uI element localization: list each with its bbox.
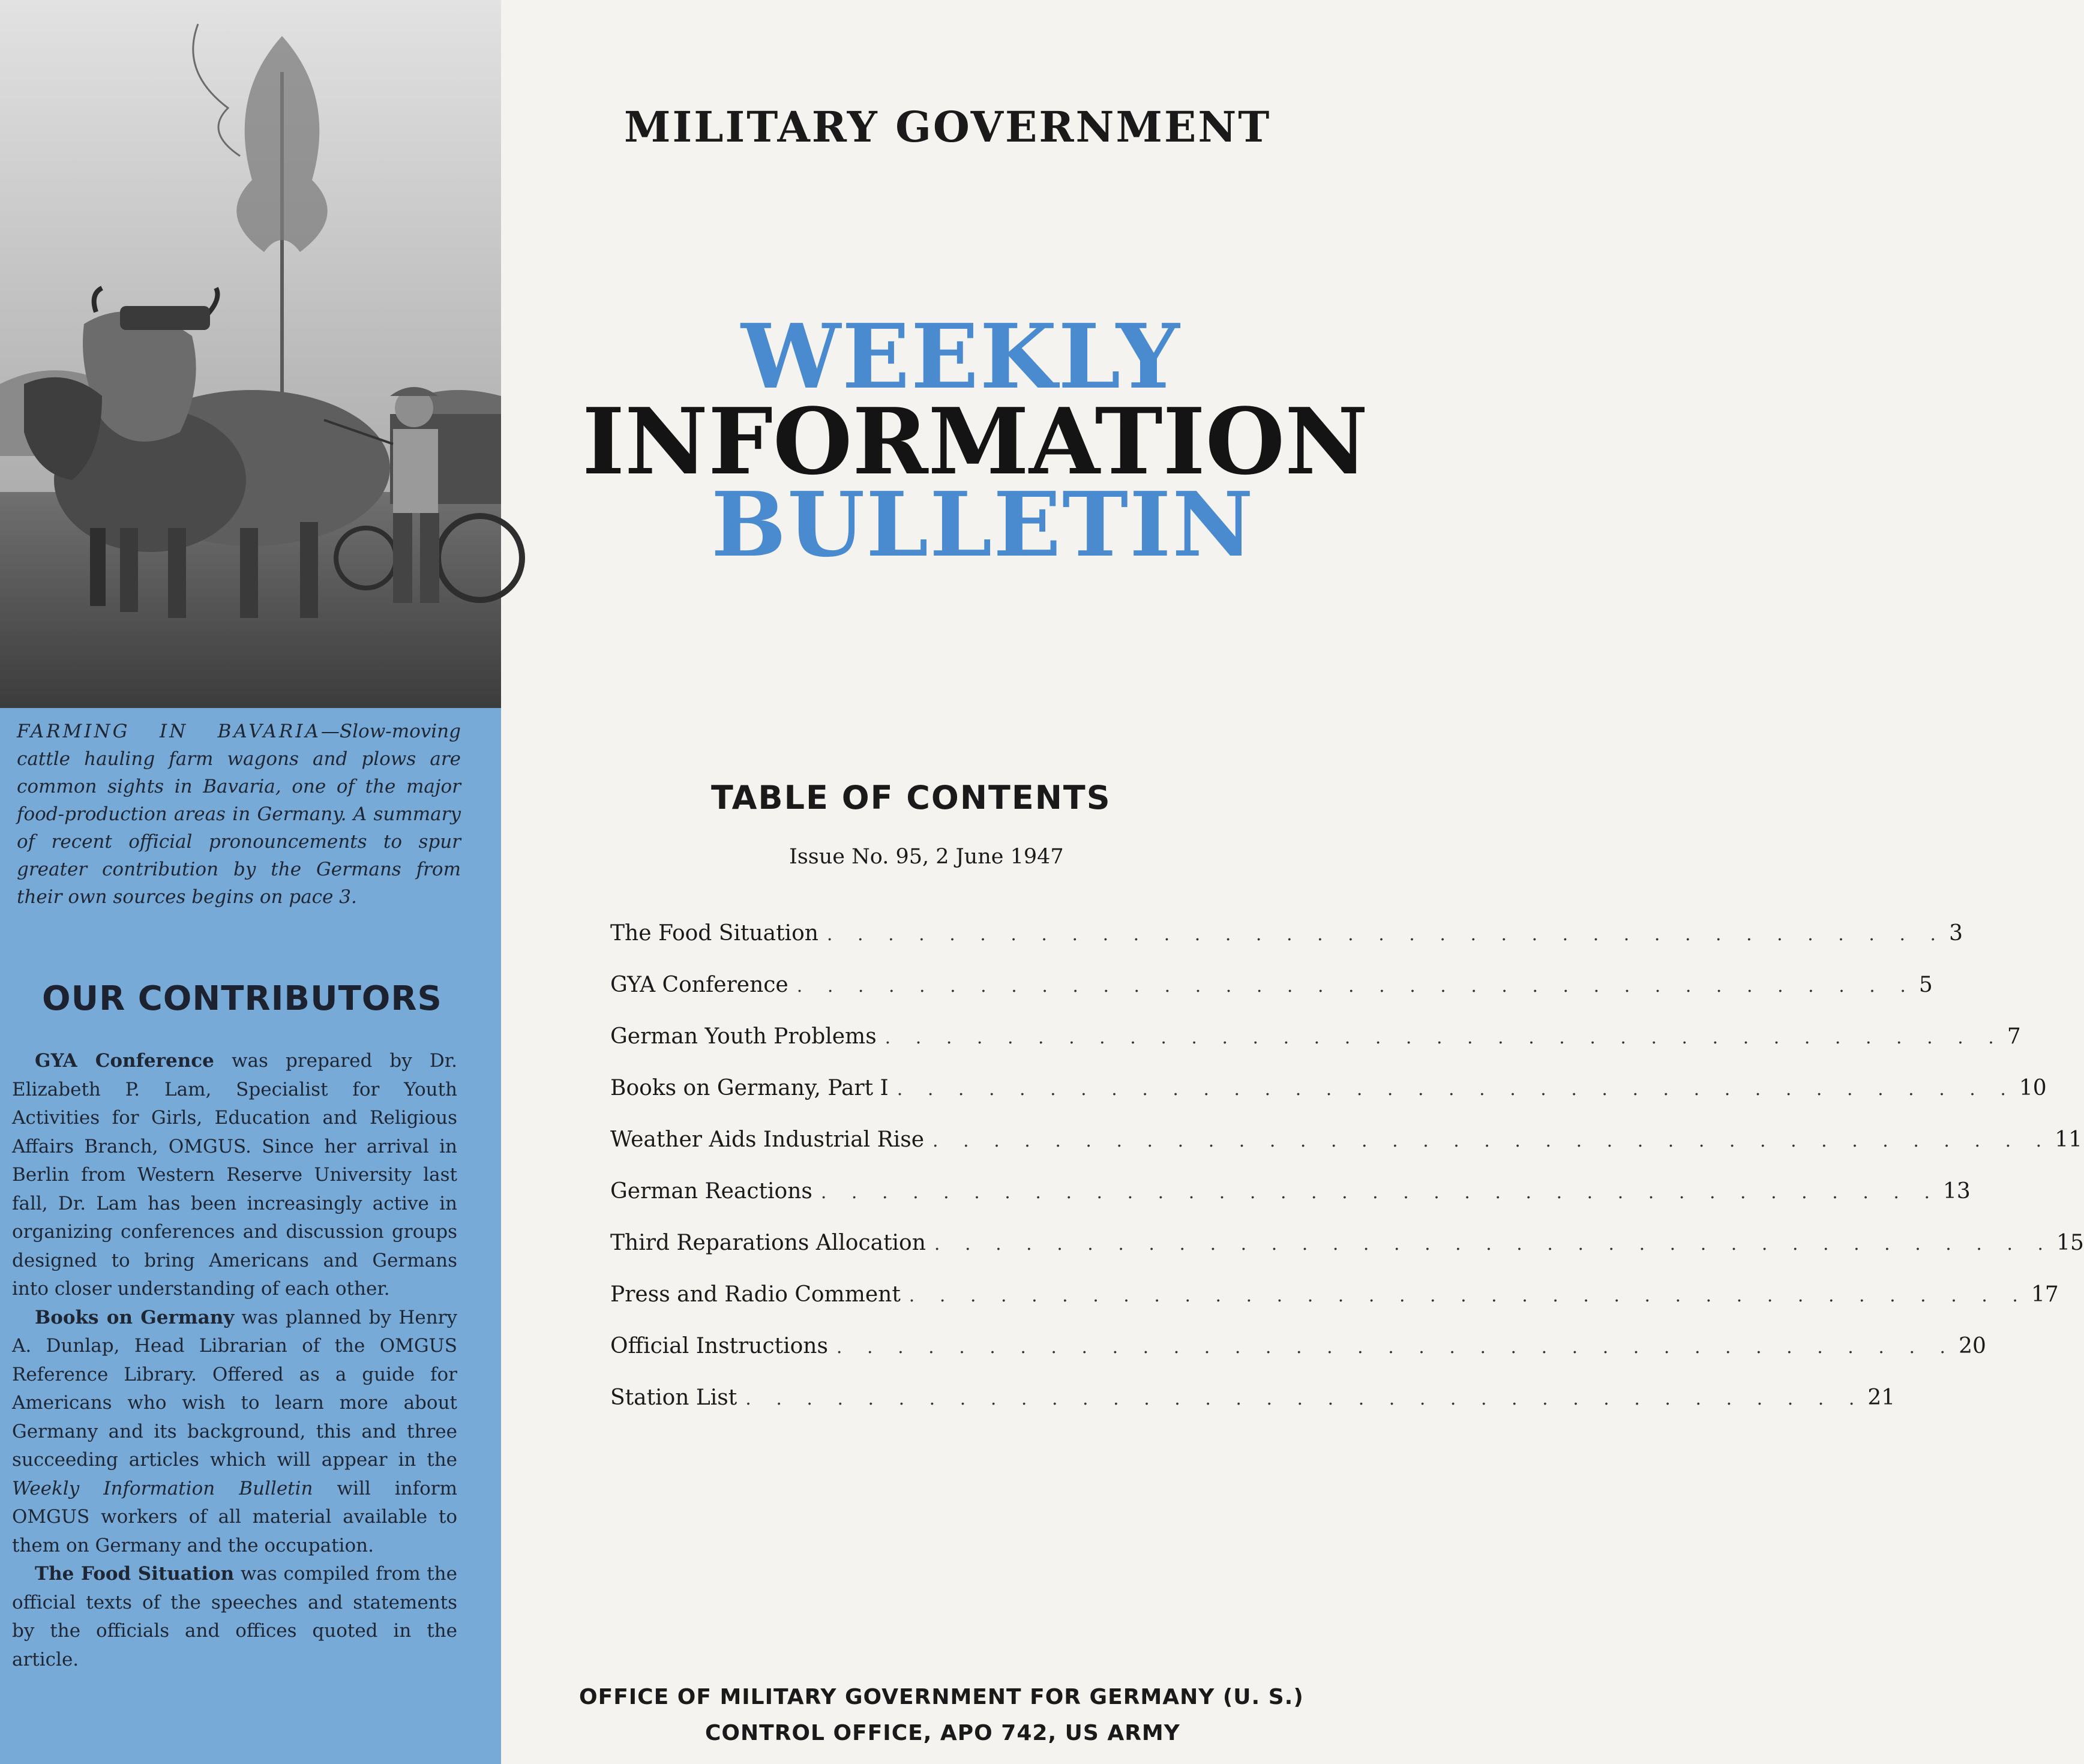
contributor-paragraph bbox=[12, 1560, 457, 1674]
contributor-text: was planned by Henry A. Dunlap, Head Librarian of the OMGUS Reference Library. Offered as a guide for Americans who wish to learn more about Germany and its background, this and three succeeding articles which will appear in the bbox=[12, 1306, 457, 1471]
toc-leader-dots: . . . . . . . . . . . . . . . . . . . . . . . . . . . . . . . . . . . . . bbox=[884, 1027, 2004, 1048]
toc-entry-title: German Youth Problems bbox=[610, 1024, 877, 1049]
toc-entry-page: 5 bbox=[1918, 973, 1933, 997]
right-column bbox=[501, 0, 2084, 1764]
toc-entry-title: The Food Situation bbox=[610, 921, 818, 946]
title-bulletin: BULLETIN bbox=[711, 472, 1255, 577]
contributors-heading: OUR CONTRIBUTORS bbox=[42, 979, 442, 1018]
toc-entry bbox=[610, 1179, 1971, 1231]
toc-entry-title: German Reactions bbox=[610, 1179, 812, 1204]
toc-heading: TABLE OF CONTENTS bbox=[711, 779, 1111, 817]
toc-entry-title: Weather Aids Industrial Rise bbox=[610, 1127, 925, 1152]
toc-entry-title: Station List bbox=[610, 1385, 737, 1410]
title-information: INFORMATION bbox=[582, 388, 1369, 495]
toc-entry-page: 10 bbox=[2019, 1076, 2047, 1100]
toc-leader-dots: . . . . . . . . . . . . . . . . . . . . . . . . . . . . . . . . . . . . . bbox=[896, 1079, 2016, 1100]
toc-entry-page: 21 bbox=[1867, 1385, 1896, 1410]
publication-title: Weekly Information Bulletin bbox=[12, 1477, 313, 1499]
left-column bbox=[0, 0, 501, 1764]
toc-entry-title: Third Reparations Allocation bbox=[610, 1231, 926, 1255]
toc-entry bbox=[610, 1024, 2021, 1076]
issue-line: Issue No. 95, 2 June 1947 bbox=[789, 845, 1064, 869]
toc-entry bbox=[610, 1076, 2047, 1127]
toc-entry-page: 20 bbox=[1959, 1334, 1986, 1358]
toc-entry-title: Press and Radio Comment bbox=[610, 1282, 901, 1307]
toc-leader-dots: . . . . . . . . . . . . . . . . . . . . . . . . . . . . . . . . . . . . . bbox=[836, 1337, 1956, 1358]
toc-leader-dots: . . . . . . . . . . . . . . . . . . . . . . . . . . . . . . . . . . . . . bbox=[826, 924, 1946, 945]
toc-leader-dots: . . . . . . . . . . . . . . . . . . . . . . . . . . . . . . . . . . . . . bbox=[908, 1285, 2028, 1306]
toc-leader-dots: . . . . . . . . . . . . . . . . . . . . . . . . . . . . . . . . . . . . . bbox=[796, 976, 1915, 997]
caption-text: —Slow-moving cattle hauling farm wagons and plows are common sights in Bavaria, one of the major food-production areas in Germany. A summary of recent official pronouncements to spur greater contribution by the Germans from their own sources begins on pace 3. bbox=[17, 721, 461, 908]
cover-photo bbox=[0, 0, 501, 708]
contributor-paragraph bbox=[12, 1304, 457, 1561]
photo-caption bbox=[17, 718, 461, 911]
caption-lead: FARMING IN BAVARIA bbox=[17, 721, 321, 742]
toc-entry bbox=[610, 921, 1963, 973]
contributor-lead: GYA Conference bbox=[35, 1050, 214, 1072]
toc-entry-title: GYA Conference bbox=[610, 973, 788, 997]
toc-entry-title: Books on Germany, Part I bbox=[610, 1076, 889, 1100]
toc-entry-page: 13 bbox=[1943, 1179, 1971, 1204]
toc-entry-page: 3 bbox=[1949, 921, 1963, 946]
contributors-body bbox=[12, 1047, 457, 1674]
toc-entry-page: 11 bbox=[2055, 1127, 2082, 1152]
farming-photo-illustration bbox=[0, 0, 501, 708]
toc-entry bbox=[610, 1282, 2059, 1334]
contributor-text: was compiled from the official texts of the speeches and statements by the officials and offices quoted in the article. bbox=[12, 1563, 457, 1670]
toc-entry bbox=[610, 1231, 2084, 1282]
toc-entry bbox=[610, 1127, 2082, 1179]
toc-entry-title: Official Instructions bbox=[610, 1334, 828, 1358]
toc-leader-dots: . . . . . . . . . . . . . . . . . . . . . . . . . . . . . . . . . . . . . bbox=[820, 1182, 1939, 1203]
contributor-text: was prepared by Dr. Elizabeth P. Lam, Specialist for Youth Activities for Girls, Education and Religious Affairs Branch, OMGUS. Since her arrival in Berlin from Western Reserve University last fall, Dr. Lam has been increasingly active in organizing conferences and discussion groups designed to bring Americans and Germans into closer understanding of each other. bbox=[12, 1050, 457, 1300]
footer-office-line: OFFICE OF MILITARY GOVERNMENT FOR GERMANY (U. S.) bbox=[579, 1685, 1304, 1709]
contributor-text: will inform OMGUS workers of all material available to them on Germany and the occupation. bbox=[12, 1477, 457, 1556]
toc-leader-dots: . . . . . . . . . . . . . . . . . . . . . . . . . . . . . . . . . . . . . bbox=[934, 1234, 2053, 1255]
toc-entry-page: 17 bbox=[2031, 1282, 2059, 1307]
table-of-contents bbox=[610, 921, 2084, 1437]
contributor-lead: Books on Germany bbox=[35, 1306, 235, 1328]
contributor-paragraph bbox=[12, 1047, 457, 1304]
title-weekly: WEEKLY bbox=[741, 304, 1181, 409]
masthead-military-government: MILITARY GOVERNMENT bbox=[624, 102, 1272, 152]
toc-leader-dots: . . . . . . . . . . . . . . . . . . . . . . . . . . . . . . . . . . . . . bbox=[745, 1388, 1864, 1409]
contributor-lead: The Food Situation bbox=[35, 1563, 235, 1585]
footer-control-line: CONTROL OFFICE, APO 742, US ARMY bbox=[705, 1721, 1180, 1745]
toc-leader-dots: . . . . . . . . . . . . . . . . . . . . . . . . . . . . . . . . . . . . . bbox=[932, 1130, 2052, 1151]
toc-entry bbox=[610, 1334, 1986, 1385]
toc-entry bbox=[610, 1385, 1896, 1437]
toc-entry-page: 15 bbox=[2056, 1231, 2084, 1255]
toc-entry-page: 7 bbox=[2007, 1024, 2021, 1049]
toc-entry bbox=[610, 973, 1933, 1024]
